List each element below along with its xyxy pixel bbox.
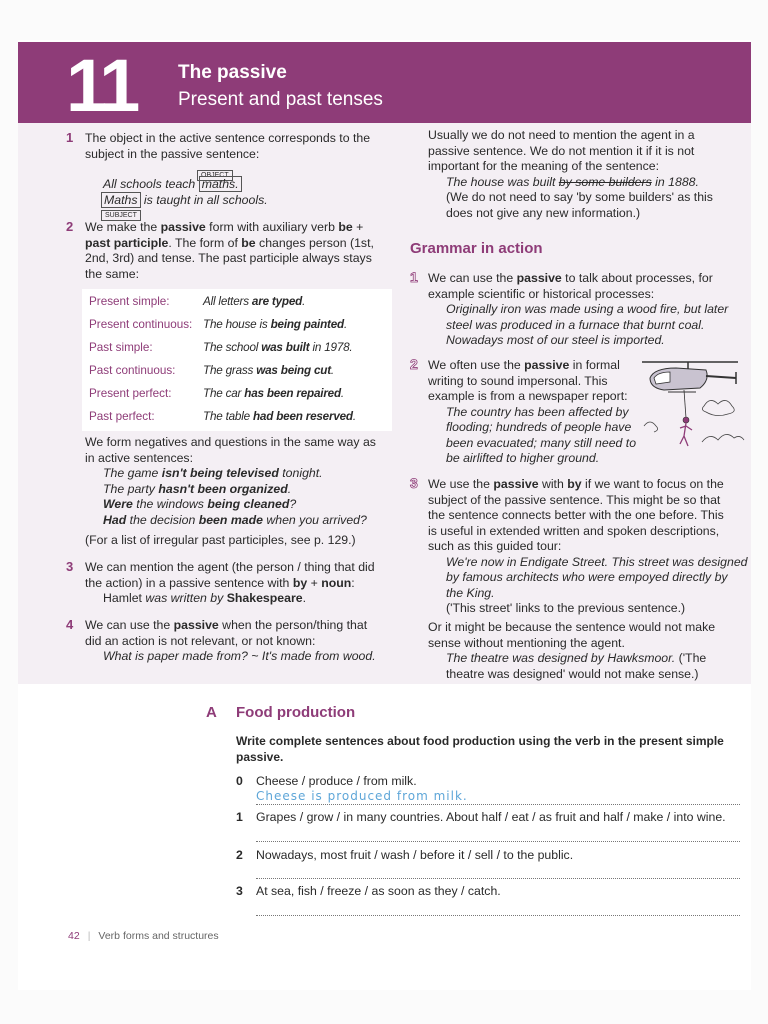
rule-number-4: 4 xyxy=(66,617,74,632)
gia-number-1: 1 xyxy=(410,269,418,285)
item-prompt: Grapes / grow / in many countries. About half / eat / as fruit and half / make / into wine. xyxy=(256,810,726,824)
gia-1-text: We can use the passive to talk about processes, for example scientific or historical processes: Originally iron was made using a wood fire, but later steel was produced in a furnace that burnt coal. Nowadays most of our steel is imported. xyxy=(428,271,729,347)
exercise-letter: A xyxy=(206,704,217,721)
item-prompt: At sea, fish / freeze / as soon as they / catch. xyxy=(256,884,501,898)
item-prompt: Cheese / produce / from milk. xyxy=(256,774,417,788)
answer-line[interactable] xyxy=(256,915,740,916)
grammar-in-action-heading: Grammar in action xyxy=(410,240,543,257)
helicopter-illustration xyxy=(640,356,750,456)
table-row: Present perfect: The car has been repaired. xyxy=(89,387,344,400)
rule-2-text: We make the passive form with auxiliary verb be + past participle. The form of be changes person (1st, 2nd, 3rd) and tense. The past participle always stays the same: xyxy=(85,220,374,281)
rule-1-text: The object in the active sentence corresponds to the subject in the passive sentence: xyxy=(85,131,371,161)
agent-paragraph: Usually we do not need to mention the agent in a passive sentence. We do not mention it if it is not important for the meaning of the sentence: The house was built by some builders in 1888. (We do not need to say 'by some builders' as this does not give any new information.) xyxy=(428,128,713,220)
rule-4-text: We can use the passive when the person/thing that did an action is not relevant, or not known: What is paper made from? ~ It's made from wood. xyxy=(85,618,376,663)
chapter-title: The passive xyxy=(178,62,287,83)
negatives-text: We form negatives and questions in the same way as in active sentences: The game isn't being televised tonight. The party hasn't been organized. Were the windows being cleaned? Had the decision been made when you arrived? xyxy=(85,435,376,527)
gia-number-3: 3 xyxy=(410,475,418,491)
rule-3-text: We can mention the agent (the person / thing that did the action) in a passive sentence with by + noun: Hamlet was written by Shakespeare. xyxy=(85,560,375,605)
table-row: Past simple: The school was built in 1978. xyxy=(89,341,353,354)
chapter-subtitle: Present and past tenses xyxy=(178,89,383,110)
page-footer: 42 | Verb forms and structures xyxy=(68,930,219,942)
item-number: 3 xyxy=(236,884,243,898)
example-active: All schools teach maths. xyxy=(103,177,242,193)
answer-line[interactable] xyxy=(256,804,740,805)
rule-number-2: 2 xyxy=(66,219,74,234)
item-prompt: Nowadays, most fruit / wash / before it / sell / to the public. xyxy=(256,848,574,862)
object-label: OBJECT xyxy=(197,166,233,182)
page-number: 42 xyxy=(68,930,80,942)
exercise-instructions: Write complete sentences about food production using the verb in the present simple passive. xyxy=(236,734,724,764)
item-number: 2 xyxy=(236,848,243,862)
chapter-number: 11 xyxy=(66,44,137,127)
gia-number-2: 2 xyxy=(410,356,418,372)
answer-line[interactable] xyxy=(256,878,740,879)
answer-line[interactable] xyxy=(256,841,740,842)
or-paragraph: Or it might be because the sentence would not make sense without mentioning the agent. The theatre was designed by Hawksmoor. ('The theatre was designed' would not make sense.) xyxy=(428,620,716,681)
footer-section: Verb forms and structures xyxy=(98,930,219,942)
table-row: Present continuous: The house is being painted. xyxy=(89,318,348,331)
answer-handwritten: Cheese is produced from milk. xyxy=(256,789,468,803)
rule-number-3: 3 xyxy=(66,559,74,574)
rule-number-1: 1 xyxy=(66,130,74,145)
tense-table xyxy=(82,289,392,431)
example-passive: Maths is taught in all schools. xyxy=(101,193,268,209)
item-number: 1 xyxy=(236,810,243,824)
table-row: Present simple: All letters are typed. xyxy=(89,295,306,308)
irregular-note: (For a list of irregular past participles, see p. 129.) xyxy=(85,533,356,547)
gia-2-text: We often use the passive in formal writing to sound impersonal. This example is from a newspaper report: The country has been affected by flooding; hundreds of people have been evacuated; many still need to be airlifted to higher ground. xyxy=(428,358,637,465)
table-row: Past continuous: The grass was being cut. xyxy=(89,364,334,377)
subject-label: SUBJECT xyxy=(101,206,141,222)
table-row: Past perfect: The table had been reserved. xyxy=(89,410,356,423)
exercise-title: Food production xyxy=(236,704,356,721)
gia-3-text: We use the passive with by if we want to focus on the subject of the passive sentence. This might be so that the sentence connects better with the one before. This is useful in extended written and spoken descriptions, such as this guided tour: We're now in Endigate Street. This street was designed by famous architects who were empoyed directly by the King. ('This street' links to the previous sentence.) xyxy=(428,477,748,615)
item-number: 0 xyxy=(236,774,243,788)
